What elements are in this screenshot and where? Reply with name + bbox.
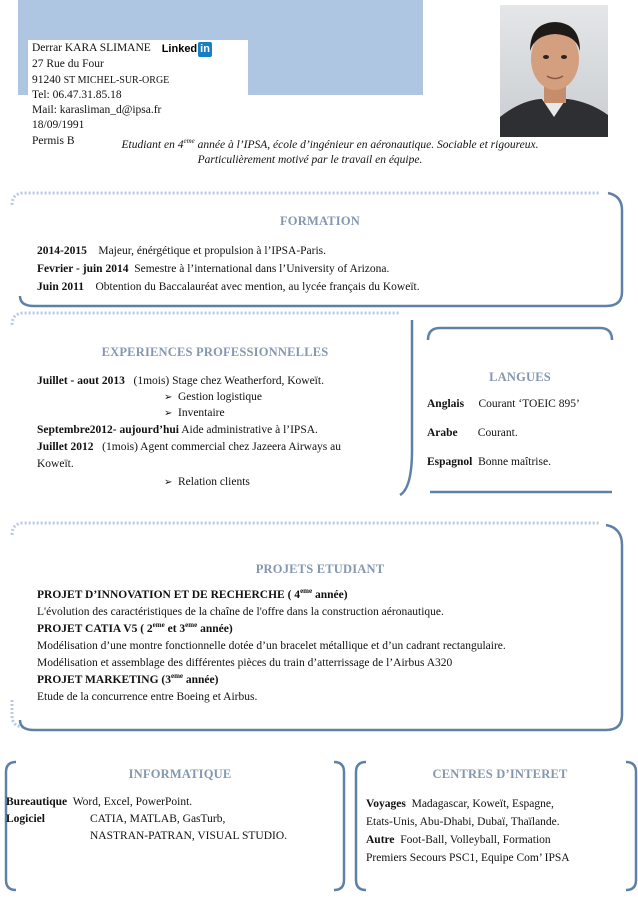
formation-item-2: Fevrier - juin 2014 Semestre à l’international dans l’University of Arizona. <box>37 263 390 275</box>
linkedin-logo[interactable]: Linked in <box>162 42 212 57</box>
experience-1: Juillet - aout 2013 (1mois) Stage chez Weatherford, Koweït. <box>37 375 324 387</box>
informatique-title: INFORMATIQUE <box>128 767 232 781</box>
langues-title: LANGUES <box>489 370 551 384</box>
projet-3-desc: Etude de la concurrence entre Boeing et Airbus. <box>37 691 258 703</box>
experience-3-line-2: Koweït. <box>37 458 74 470</box>
experience-1-bullet-1: ➢ Gestion logistique <box>164 390 262 406</box>
interets-row-1: Voyages Madagascar, Koweït, Espagne, <box>366 798 554 810</box>
address-line-1: 27 Rue du Four <box>32 58 104 71</box>
projet-3-title: PROJET MARKETING (3eme année) <box>37 672 219 686</box>
langue-item-3: Espagnol Bonne maîtrise. <box>427 456 551 468</box>
interets-row-2: Autre Foot-Ball, Volleyball, Formation <box>366 834 551 846</box>
experience-1-bullet-2: ➢ Inventaire <box>164 406 225 422</box>
projet-2-desc-1: Modélisation d’une montre fonctionnelle dotée d’un bracelet métallique et d’un cadrant rectangulaire. <box>37 640 506 652</box>
arrow-bullet-icon: ➢ <box>164 392 173 403</box>
interets-row-1-line-2: Etats-Unis, Abu-Dhabi, Dubaï, Thaïlande. <box>366 816 560 828</box>
experience-3: Juillet 2012 (1mois) Agent commercial chez Jazeera Airways au <box>37 441 342 453</box>
arrow-bullet-icon: ➢ <box>164 477 173 488</box>
address-line-2: 91240 ST MICHEL-SUR-ORGE <box>32 73 170 86</box>
formation-title: FORMATION <box>279 214 361 228</box>
interets-title: CENTRES D’INTERET <box>432 767 568 781</box>
experience-3-bullet-1: ➢ Relation clients <box>164 475 250 491</box>
informatique-row-2-text: CATIA, MATLAB, GasTurb, <box>90 813 226 825</box>
projets-title: PROJETS ETUDIANT <box>255 562 385 576</box>
arrow-bullet-icon: ➢ <box>164 408 173 419</box>
experiences-title: EXPERIENCES PROFESSIONNELLES <box>101 345 329 359</box>
email[interactable]: Mail: karasliman_d@ipsa.fr <box>32 104 162 117</box>
formation-item-1: 2014-2015 Majeur, énérgétique et propulsion à l’IPSA-Paris. <box>37 245 327 257</box>
informatique-row-1: Bureautique Word, Excel, PowerPoint. <box>6 796 193 808</box>
formation-item-3: Juin 2011 Obtention du Baccalauréat avec mention, au lycée français du Koweït. <box>37 281 420 293</box>
phone: Tel: 06.47.31.85.18 <box>32 88 122 101</box>
full-name: Derrar KARA SLIMANE <box>32 42 151 54</box>
driving-licence: Permis B <box>32 134 75 147</box>
informatique-row-2: Logiciel <box>6 813 45 825</box>
projet-1-title: PROJET D’INNOVATION ET DE RECHERCHE ( 4eme année) <box>37 587 348 601</box>
birth-date: 18/09/1991 <box>32 119 85 132</box>
projet-2-desc-2: Modélisation et assemblage des différentes pièces du train d’atterrissage de l’Airbus A320 <box>37 657 453 669</box>
langue-item-2: Arabe Courant. <box>427 427 518 439</box>
projet-1-desc: L'évolution des caractéristiques de la chaîne de l'offre dans la construction aéronautique. <box>37 606 444 618</box>
projet-2-title: PROJET CATIA V5 ( 2eme et 3eme année) <box>37 621 233 635</box>
langue-item-1: Anglais Courant ‘TOEIC 895’ <box>427 398 580 410</box>
intro-text: Etudiant en 4eme année à l’IPSA, école d’ingénieur en aéronautique. Sociable et rigoureux. Particulièrement motivé par le travail en équipe. <box>121 137 539 166</box>
experience-2: Septembre2012- aujourd’hui Aide administrative à l’IPSA. <box>37 424 318 436</box>
interets-row-2-line-2: Premiers Secours PSC1, Equipe Com’ IPSA <box>366 852 570 864</box>
informatique-row-2-text-2: NASTRAN-PATRAN, VISUAL STUDIO. <box>90 830 288 842</box>
